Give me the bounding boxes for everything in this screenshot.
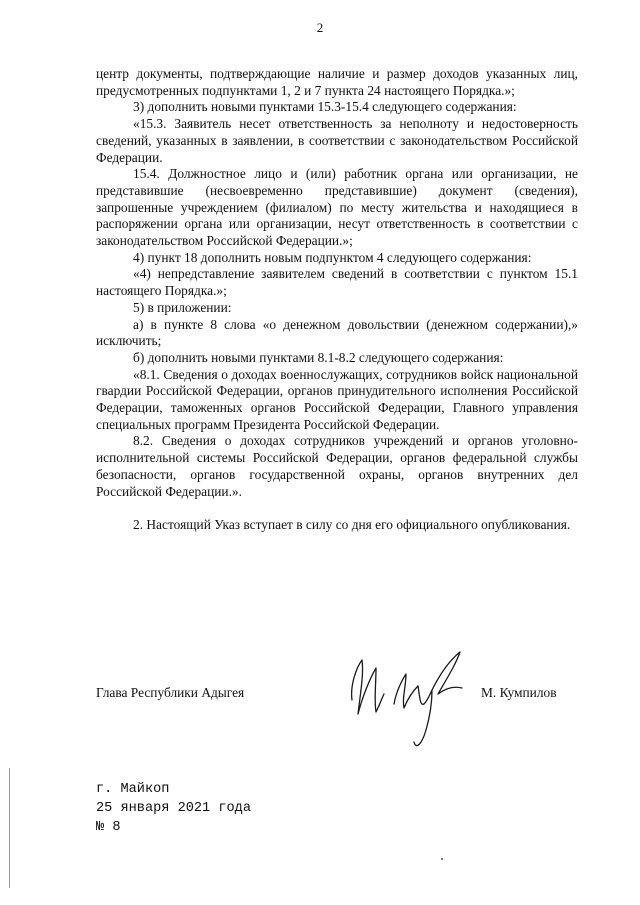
paragraph: 3) дополнить новыми пунктами 15.3-15.4 следующего содержания: <box>133 99 517 115</box>
signatory-name: М. Кумпилов <box>481 685 557 700</box>
paragraph: 5) в приложении: <box>133 299 232 315</box>
place-date-block <box>96 780 251 837</box>
decree-number: № 8 <box>96 820 121 835</box>
date: 25 января 2021 года <box>96 801 251 816</box>
paragraph: центр документы, подтверждающие наличие и размер доходов указанных лиц, предусмотренных подпунктами 1, 2 и 7 пункта 24 настоящего Порядка.»; <box>96 66 578 98</box>
paragraph: 15.4. Должностное лицо и (или) работник органа или организации, не представившие (несвоевременно представившие) документ (сведения), запрошенные учреждением (филиалом) по месту жительства и находящиеся в распоряжении органа или организации, несут ответственность в соответствии с законодательством Российской Федерации.»; <box>96 166 578 249</box>
document-body <box>96 66 578 534</box>
paragraph: б) дополнить новыми пунктами 8.1-8.2 следующего содержания: <box>133 349 504 365</box>
page-number: 2 <box>316 20 324 35</box>
scan-edge-mark <box>9 768 10 888</box>
signatory-title: Глава Республики Адыгея <box>96 685 245 700</box>
handwritten-signature <box>340 638 480 758</box>
paragraph: «4) непредставление заявителем сведений в соответствии с пунктом 15.1 настоящего Порядка.»; <box>96 266 578 299</box>
paragraph: «8.1. Сведения о доходах военнослужащих, сотрудников войск национальной гвардии Российской Федерации, органов принудительного исполнения Российской Федерации, таможенных органов Российской Федерации, Главного управления специальных программ Президента Российской Федерации. <box>96 366 578 432</box>
city: г. Майкоп <box>96 782 170 797</box>
paragraph: «15.3. Заявитель несет ответственность за неполноту и недостоверность сведений, указанных в заявлении, в соответствии с законодательством Российской Федерации. <box>96 116 578 165</box>
paragraph-effective-date: 2. Настоящий Указ вступает в силу со дня его официального опубликования. <box>133 517 571 533</box>
paragraph: 4) пункт 18 дополнить новым подпунктом 4 следующего содержания: <box>133 249 532 265</box>
spacer <box>96 500 578 517</box>
scan-speck <box>441 858 443 860</box>
paragraph: 8.2. Сведения о доходах сотрудников учреждений и органов уголовно-исполнительной системы Российской Федерации, органов федеральной службы безопасности, органов государственной охраны, органов внутренних дел Российской Федерации.». <box>96 433 578 499</box>
paragraph: а) в пункте 8 слова «о денежном довольствии (денежном содержании),» исключить; <box>96 316 578 349</box>
